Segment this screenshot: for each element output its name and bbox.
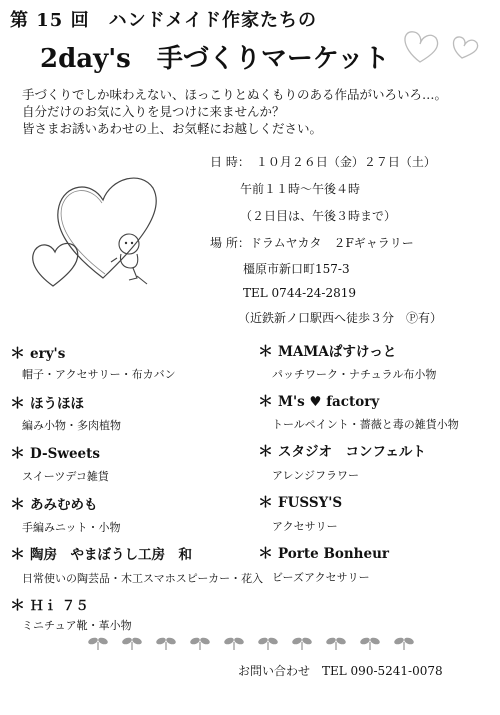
vendor-desc: アレンジフラワー [272,469,360,482]
event-subtitle: 第 15 回 ハンドメイド作家たちの [10,10,318,31]
vendor-desc: 日常使いの陶芸品・木工スマホスピーカー・花入 [22,572,264,585]
vendor-name [10,442,100,463]
vendor-desc: トールペイント・薔薇と毒の雑貨小物 [272,418,459,431]
event-address: 橿原市新口町157-3 [243,262,350,276]
vendor-desc: アクセサリー [272,520,338,533]
hearts-character-illustration [25,158,205,308]
vendor-name [258,491,342,512]
vendor-label: FUSSY'S [278,495,343,511]
vendor-label: M's ♥ factory [278,394,380,410]
asterisk-icon: ＊ [10,394,26,412]
vendor-name [258,340,396,361]
asterisk-icon: ＊ [258,544,274,562]
sprout-icon [393,636,414,650]
hearts-decoration-icon [390,22,490,72]
event-tel: TEL 0744-24-2819 [243,286,357,300]
vendor-name [258,440,426,461]
vendor-label: スタジオ コンフェルト [278,444,426,460]
sprout-icon [87,636,108,650]
vendor-label: ery's [30,346,66,362]
vendor-name [10,493,98,514]
asterisk-icon: ＊ [258,392,274,410]
intro-text [22,86,447,137]
vendor-name [258,542,389,563]
sprout-icon [189,636,210,650]
vendor-desc: スイーツデコ雑貨 [22,470,109,483]
sprout-icon [223,636,244,650]
vendor-label: MAMAぱすけっと [278,344,397,360]
sprout-icon [121,636,142,650]
intro-line: 自分だけのお気に入りを見つけに来ませんか？ [22,104,285,119]
asterisk-icon: ＊ [10,444,26,462]
vendor-name [258,390,379,411]
asterisk-icon: ＊ [10,545,26,563]
asterisk-icon: ＊ [258,442,274,460]
vendor-label: D-Sweets [30,446,100,462]
event-note: （２日目は、午後３時まで） [240,209,397,223]
sprout-icon [257,636,278,650]
contact-info: お問い合わせ TEL 090-5241-0078 [238,664,443,678]
intro-line: 手づくりでしか味わえない、ほっこりとぬくもりのある作品がいろいろ…。 [22,87,448,102]
vendor-label: あみむめも [30,497,98,513]
event-access: （近鉄新ノ口駅西へ徒歩３分 Ⓟ有） [238,311,443,325]
vendor-label: 陶房 やまぼうし工房 和 [30,547,193,563]
vendor-desc: 編み小物・多肉植物 [22,419,121,432]
vendor-label: Porte Bonheur [278,546,390,562]
vendor-desc: ビーズアクセサリー [272,571,370,584]
asterisk-icon: ＊ [258,342,274,360]
event-title: 2day's 手づくりマーケット [40,44,390,74]
sprout-icon [325,636,346,650]
vendor-name [10,543,192,564]
vendor-desc: パッチワーク・ナチュラル布小物 [272,368,437,381]
event-date: 日 時： １０月２６日（金）２７日（土） [210,155,436,169]
vendor-desc: 帽子・アクセサリー・布カバン [22,368,176,381]
vendor-name [10,392,84,413]
intro-line: 皆さまお誘いあわせの上、お気軽にお越しください。 [22,121,323,136]
vendor-name [10,342,65,363]
sprout-decoration-row [88,633,418,653]
asterisk-icon: ＊ [258,493,274,511]
vendor-desc: 手編みニット・小物 [22,521,121,534]
vendor-label: Ｈｉ ７５ [30,598,89,614]
asterisk-icon: ＊ [10,344,26,362]
sprout-icon [291,636,312,650]
vendor-name [10,594,89,615]
asterisk-icon: ＊ [10,596,26,614]
vendor-desc: ミニチュア靴・革小物 [22,619,132,632]
sprout-icon [155,636,176,650]
event-hours: 午前１１時～午後４時 [240,182,361,196]
event-place: 場 所：ドラムヤカタ ２Fギャラリー [210,236,414,250]
sprout-icon [359,636,380,650]
vendor-label: ほうほほ [30,396,85,412]
asterisk-icon: ＊ [10,495,26,513]
